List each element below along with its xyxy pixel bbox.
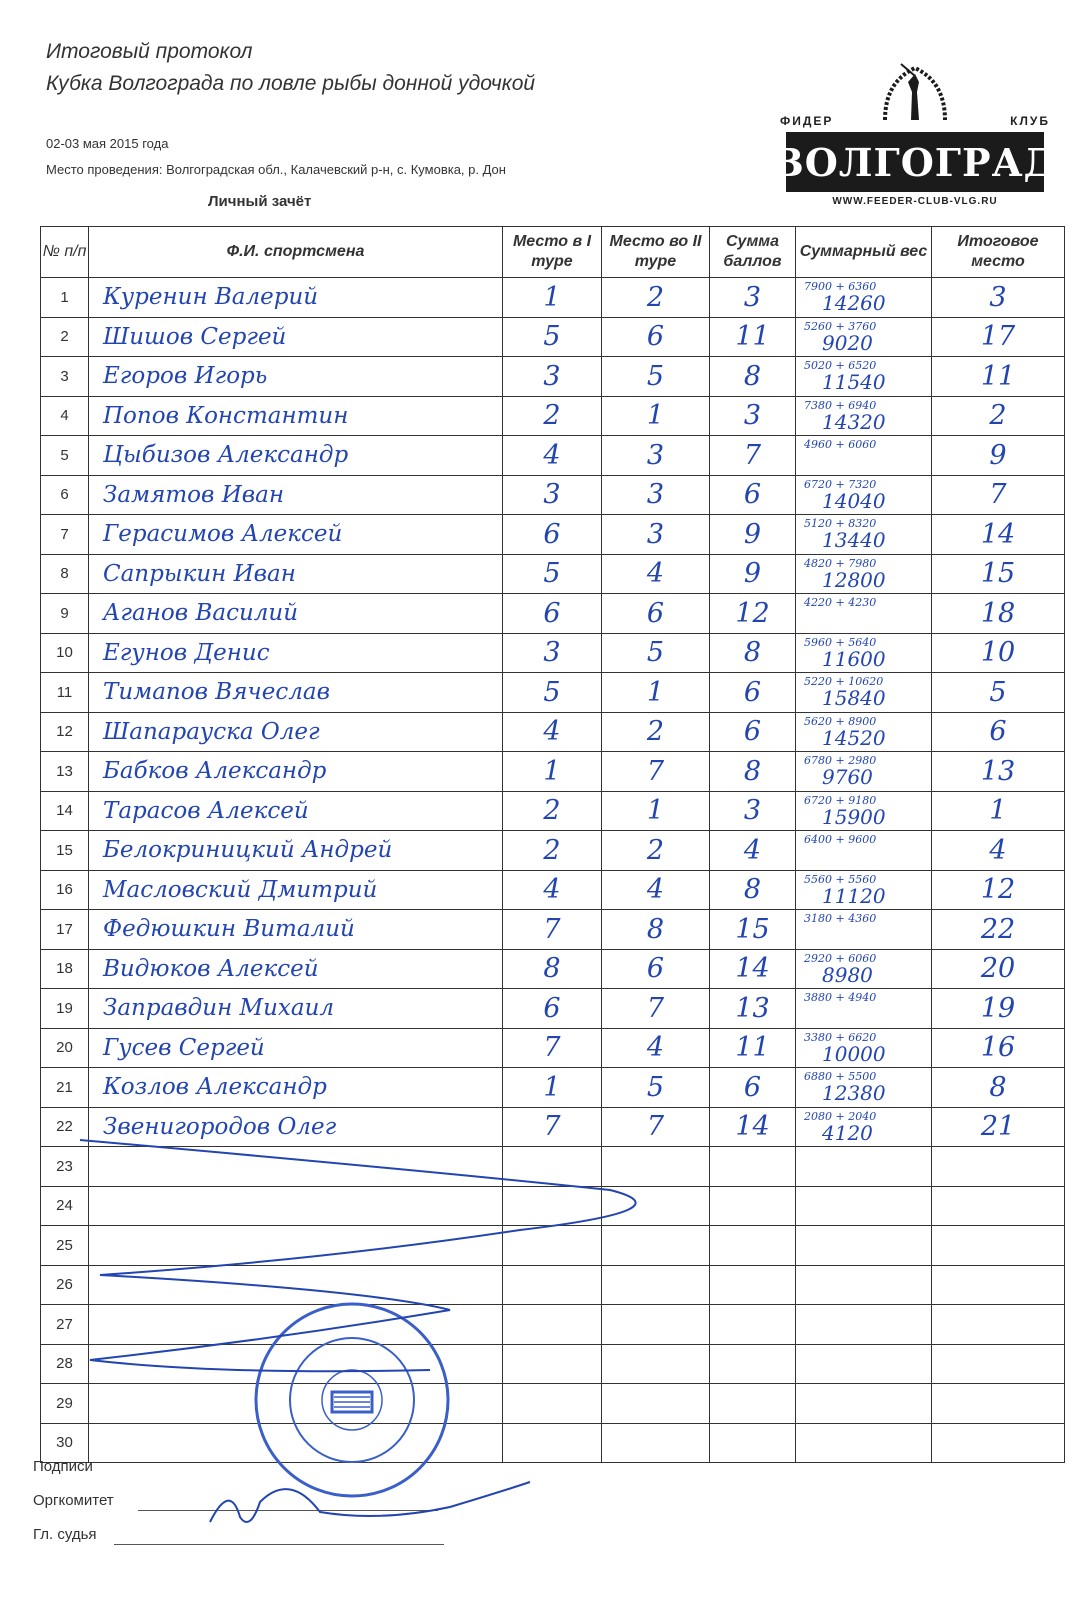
table-row — [41, 870, 1065, 910]
final-place: 11 — [932, 357, 1065, 397]
place-round2: 2 — [602, 831, 710, 871]
athlete-name: Тарасов Алексей — [89, 791, 503, 831]
empty-cell — [932, 1226, 1065, 1266]
final-place: 7 — [932, 475, 1065, 515]
points-sum: 11 — [710, 1028, 796, 1068]
table-row — [41, 1068, 1065, 1108]
chief-judge-signature — [200, 1462, 600, 1542]
place-round1: 5 — [503, 554, 602, 594]
empty-cell — [796, 1265, 932, 1305]
empty-cell — [503, 1423, 602, 1463]
table-row — [41, 910, 1065, 950]
weight-breakdown: 3180 + 4360 — [804, 912, 877, 925]
place-round1: 4 — [503, 870, 602, 910]
place-round2: 5 — [602, 633, 710, 673]
row-number: 7 — [41, 515, 89, 555]
event-venue: Место проведения: Волгоградская обл., Калачевский р-н, с. Кумовка, р. Дон — [46, 162, 506, 177]
empty-cell — [932, 1384, 1065, 1424]
empty-cell — [796, 1226, 932, 1266]
final-place: 21 — [932, 1107, 1065, 1147]
table-row — [41, 791, 1065, 831]
table-row — [41, 752, 1065, 792]
points-sum: 14 — [710, 1107, 796, 1147]
empty-cell — [503, 1384, 602, 1424]
empty-cell — [710, 1226, 796, 1266]
row-number: 24 — [41, 1186, 89, 1226]
table-row-empty — [41, 1423, 1065, 1463]
points-sum: 8 — [710, 633, 796, 673]
weight-total: 15840 — [822, 686, 886, 710]
total-weight — [796, 989, 932, 1029]
final-place: 6 — [932, 712, 1065, 752]
place-round2: 4 — [602, 554, 710, 594]
points-sum: 6 — [710, 1068, 796, 1108]
athlete-name: Егунов Денис — [89, 633, 503, 673]
empty-cell — [932, 1344, 1065, 1384]
empty-cell — [602, 1423, 710, 1463]
points-sum: 6 — [710, 673, 796, 713]
weight-total: 14320 — [822, 409, 886, 434]
weight-total: 11600 — [822, 646, 886, 671]
athlete-name: Куренин Валерий — [89, 278, 503, 318]
place-round1: 3 — [503, 475, 602, 515]
title-line2: Кубка Волгограда по ловле рыбы донной удочкой — [46, 72, 536, 95]
header-name: Ф.И. спортсмена — [89, 227, 503, 278]
total-weight — [796, 910, 932, 950]
place-round2: 3 — [602, 515, 710, 555]
row-number: 27 — [41, 1305, 89, 1345]
row-number: 14 — [41, 791, 89, 831]
place-round1: 6 — [503, 989, 602, 1029]
row-number: 25 — [41, 1226, 89, 1266]
athlete-name: Заправдин Михаил — [89, 989, 503, 1029]
empty-cell — [710, 1265, 796, 1305]
final-place: 8 — [932, 1068, 1065, 1108]
final-place: 17 — [932, 317, 1065, 357]
points-sum: 6 — [710, 712, 796, 752]
place-round2: 8 — [602, 910, 710, 950]
athlete-name: Гусев Сергей — [89, 1028, 503, 1068]
total-weight — [796, 673, 932, 713]
empty-cell — [932, 1305, 1065, 1345]
place-round2: 7 — [602, 752, 710, 792]
athlete-name: Герасимов Алексей — [89, 515, 503, 555]
weight-total: 14520 — [822, 725, 886, 750]
row-number: 22 — [41, 1107, 89, 1147]
points-sum: 8 — [710, 752, 796, 792]
athlete-name: Замятов Иван — [89, 475, 503, 515]
weight-total: 11120 — [822, 883, 886, 908]
empty-cell — [932, 1423, 1065, 1463]
table-header-row — [41, 227, 1065, 278]
table-row — [41, 317, 1065, 357]
row-number: 21 — [41, 1068, 89, 1108]
row-number: 11 — [41, 673, 89, 713]
empty-cell — [710, 1344, 796, 1384]
weight-breakdown: 4220 + 4230 — [804, 596, 877, 609]
weight-total: 12800 — [822, 567, 886, 592]
empty-cell — [796, 1384, 932, 1424]
place-round2: 5 — [602, 1068, 710, 1108]
weight-breakdown: 3880 + 4940 — [804, 991, 877, 1004]
logo-right-word: КЛУБ — [1010, 114, 1050, 128]
header-weight: Суммарный вес — [796, 227, 932, 278]
row-number: 1 — [41, 278, 89, 318]
place-round1: 4 — [503, 712, 602, 752]
scribble-mark — [70, 1120, 670, 1380]
empty-cell — [710, 1305, 796, 1345]
athlete-name: Видюков Алексей — [89, 949, 503, 989]
total-weight — [796, 317, 932, 357]
table-row — [41, 396, 1065, 436]
athlete-name: Звенигородов Олег — [89, 1107, 503, 1147]
place-round2: 4 — [602, 870, 710, 910]
table-row — [41, 278, 1065, 318]
logo-url: WWW.FEEDER-CLUB-VLG.RU — [832, 196, 998, 207]
final-place: 20 — [932, 949, 1065, 989]
weight-total: 4120 — [822, 1120, 873, 1145]
weight-breakdown: 7380 + 6940 — [804, 398, 877, 412]
empty-cell — [796, 1305, 932, 1345]
row-number: 15 — [41, 831, 89, 871]
place-round2: 3 — [602, 475, 710, 515]
weight-total: 9020 — [822, 330, 873, 355]
row-number: 26 — [41, 1265, 89, 1305]
weight-breakdown: 5260 + 3760 — [804, 319, 877, 333]
points-sum: 3 — [710, 396, 796, 436]
row-number: 28 — [41, 1344, 89, 1384]
table-row-empty — [41, 1384, 1065, 1424]
athlete-name: Федюшкин Виталий — [89, 910, 503, 950]
points-sum: 3 — [710, 278, 796, 318]
header-final: Итоговое место — [932, 227, 1065, 278]
weight-breakdown: 6780 + 2980 — [804, 754, 877, 767]
title-line1: Итоговый протокол — [46, 40, 253, 63]
weight-breakdown: 5220 + 10620 — [804, 675, 884, 688]
final-place: 12 — [932, 870, 1065, 910]
row-number: 17 — [41, 910, 89, 950]
empty-cell — [710, 1384, 796, 1424]
logo-left-word: ФИДЕР — [780, 114, 834, 128]
place-round2: 2 — [602, 712, 710, 752]
empty-cell — [796, 1147, 932, 1187]
table-row — [41, 673, 1065, 713]
total-weight — [796, 396, 932, 436]
points-sum: 14 — [710, 949, 796, 989]
row-number: 5 — [41, 436, 89, 476]
final-place: 9 — [932, 436, 1065, 476]
table-row — [41, 475, 1065, 515]
table-row — [41, 633, 1065, 673]
total-weight — [796, 357, 932, 397]
logo-main: ВОЛГОГРАД — [786, 132, 1044, 192]
empty-cell — [932, 1147, 1065, 1187]
points-sum: 4 — [710, 831, 796, 871]
weight-breakdown: 5960 + 5640 — [804, 635, 877, 649]
athlete-name: Шишов Сергей — [89, 317, 503, 357]
total-weight — [796, 554, 932, 594]
final-place: 4 — [932, 831, 1065, 871]
place-round2: 3 — [602, 436, 710, 476]
weight-breakdown: 6720 + 7320 — [804, 477, 877, 491]
athlete-name: Белокриницкий Андрей — [89, 831, 503, 871]
place-round1: 6 — [503, 594, 602, 634]
row-number: 12 — [41, 712, 89, 752]
place-round1: 7 — [503, 1107, 602, 1147]
empty-cell — [932, 1186, 1065, 1226]
points-sum: 3 — [710, 791, 796, 831]
place-round2: 6 — [602, 594, 710, 634]
place-round1: 5 — [503, 317, 602, 357]
final-place: 15 — [932, 554, 1065, 594]
points-sum: 15 — [710, 910, 796, 950]
empty-cell — [710, 1423, 796, 1463]
total-weight — [796, 1107, 932, 1147]
place-round2: 4 — [602, 1028, 710, 1068]
total-weight — [796, 278, 932, 318]
club-logo — [771, 62, 1059, 212]
row-number: 2 — [41, 317, 89, 357]
event-date: 02-03 мая 2015 года — [46, 136, 169, 151]
weight-breakdown: 7900 + 6360 — [804, 280, 877, 293]
row-number: 13 — [41, 752, 89, 792]
points-sum: 8 — [710, 870, 796, 910]
place-round1: 5 — [503, 673, 602, 713]
weight-total: 13440 — [822, 528, 886, 552]
weight-breakdown: 6720 + 9180 — [804, 793, 877, 807]
athlete-name: Тимапов Вячеслав — [89, 673, 503, 713]
total-weight — [796, 831, 932, 871]
total-weight — [796, 475, 932, 515]
row-number: 6 — [41, 475, 89, 515]
table-row — [41, 436, 1065, 476]
final-place: 22 — [932, 910, 1065, 950]
points-sum: 7 — [710, 436, 796, 476]
final-place: 19 — [932, 989, 1065, 1029]
place-round1: 4 — [503, 436, 602, 476]
monument-icon — [875, 62, 955, 122]
weight-breakdown: 5620 + 8900 — [804, 714, 877, 728]
place-round1: 1 — [503, 1068, 602, 1108]
points-sum: 8 — [710, 357, 796, 397]
final-place: 14 — [932, 515, 1065, 555]
points-sum: 6 — [710, 475, 796, 515]
place-round1: 1 — [503, 752, 602, 792]
row-number: 19 — [41, 989, 89, 1029]
weight-total: 11540 — [822, 370, 886, 394]
weight-breakdown: 5120 + 8320 — [804, 517, 877, 530]
weight-breakdown: 5560 + 5560 — [804, 872, 877, 886]
row-number: 10 — [41, 633, 89, 673]
signatures-title: Подписи — [33, 1458, 93, 1475]
row-number: 4 — [41, 396, 89, 436]
points-sum: 12 — [710, 594, 796, 634]
total-weight — [796, 1028, 932, 1068]
table-row — [41, 515, 1065, 555]
empty-cell — [602, 1384, 710, 1424]
empty-cell — [710, 1147, 796, 1187]
place-round1: 2 — [503, 396, 602, 436]
table-row — [41, 712, 1065, 752]
athlete-name: Шапарауска Олег — [89, 712, 503, 752]
final-place: 10 — [932, 633, 1065, 673]
header-sum: Сумма баллов — [710, 227, 796, 278]
place-round1: 3 — [503, 357, 602, 397]
total-weight — [796, 712, 932, 752]
place-round1: 8 — [503, 949, 602, 989]
total-weight — [796, 1068, 932, 1108]
place-round1: 3 — [503, 633, 602, 673]
weight-breakdown: 4820 + 7980 — [804, 556, 877, 570]
place-round2: 6 — [602, 949, 710, 989]
total-weight — [796, 752, 932, 792]
weight-total: 14260 — [822, 291, 886, 315]
total-weight — [796, 594, 932, 634]
place-round2: 1 — [602, 673, 710, 713]
table-row — [41, 1028, 1065, 1068]
header-num: № п/п — [41, 227, 89, 278]
final-place: 1 — [932, 791, 1065, 831]
weight-breakdown: 5020 + 6520 — [804, 359, 877, 372]
place-round2: 7 — [602, 1107, 710, 1147]
points-sum: 9 — [710, 554, 796, 594]
table-row — [41, 554, 1065, 594]
row-number: 9 — [41, 594, 89, 634]
row-number: 20 — [41, 1028, 89, 1068]
weight-breakdown: 3380 + 6620 — [804, 1030, 877, 1044]
row-number: 8 — [41, 554, 89, 594]
athlete-name: Цыбизов Александр — [89, 436, 503, 476]
chief-judge-label: Гл. судья — [33, 1526, 97, 1543]
final-place: 5 — [932, 673, 1065, 713]
athlete-name: Аганов Василий — [89, 594, 503, 634]
empty-cell — [710, 1186, 796, 1226]
weight-total: 10000 — [822, 1041, 886, 1066]
table-row — [41, 989, 1065, 1029]
table-row — [41, 831, 1065, 871]
total-weight — [796, 633, 932, 673]
place-round1: 7 — [503, 910, 602, 950]
header-place2: Место во II туре — [602, 227, 710, 278]
table-row — [41, 357, 1065, 397]
place-round2: 1 — [602, 791, 710, 831]
place-round2: 2 — [602, 278, 710, 318]
section-title: Личный зачёт — [208, 193, 312, 210]
weight-breakdown: 6400 + 9600 — [804, 833, 877, 846]
points-sum: 9 — [710, 515, 796, 555]
empty-cell — [932, 1265, 1065, 1305]
row-number: 29 — [41, 1384, 89, 1424]
weight-breakdown: 2080 + 2040 — [804, 1109, 877, 1123]
weight-total: 12380 — [822, 1081, 886, 1105]
empty-cell — [796, 1186, 932, 1226]
points-sum: 11 — [710, 317, 796, 357]
athlete-name: Масловский Дмитрий — [89, 870, 503, 910]
weight-total: 14040 — [822, 488, 886, 513]
place-round1: 2 — [503, 831, 602, 871]
final-place: 18 — [932, 594, 1065, 634]
empty-cell — [796, 1344, 932, 1384]
place-round1: 2 — [503, 791, 602, 831]
weight-total: 15900 — [822, 804, 886, 829]
weight-total: 9760 — [822, 765, 873, 789]
place-round1: 1 — [503, 278, 602, 318]
final-place: 16 — [932, 1028, 1065, 1068]
points-sum: 13 — [710, 989, 796, 1029]
weight-breakdown: 4960 + 6060 — [804, 438, 877, 451]
total-weight — [796, 870, 932, 910]
place-round2: 7 — [602, 989, 710, 1029]
place-round2: 6 — [602, 317, 710, 357]
final-place: 3 — [932, 278, 1065, 318]
place-round2: 5 — [602, 357, 710, 397]
row-number: 23 — [41, 1147, 89, 1187]
total-weight — [796, 949, 932, 989]
judge-signature-line — [114, 1544, 444, 1545]
row-number: 30 — [41, 1423, 89, 1463]
empty-cell — [796, 1423, 932, 1463]
place-round1: 6 — [503, 515, 602, 555]
athlete-name: Бабков Александр — [89, 752, 503, 792]
table-row — [41, 594, 1065, 634]
athlete-name: Попов Константин — [89, 396, 503, 436]
final-place: 2 — [932, 396, 1065, 436]
athlete-name: Сапрыкин Иван — [89, 554, 503, 594]
header-place1: Место в I туре — [503, 227, 602, 278]
weight-total: 8980 — [822, 962, 873, 987]
athlete-name: Козлов Александр — [89, 1068, 503, 1108]
place-round2: 1 — [602, 396, 710, 436]
row-number: 18 — [41, 949, 89, 989]
final-place: 13 — [932, 752, 1065, 792]
row-number: 3 — [41, 357, 89, 397]
table-row — [41, 949, 1065, 989]
total-weight — [796, 791, 932, 831]
org-committee-label: Оргкомитет — [33, 1492, 114, 1509]
weight-breakdown: 6880 + 5500 — [804, 1070, 877, 1083]
total-weight — [796, 515, 932, 555]
total-weight — [796, 436, 932, 476]
row-number: 16 — [41, 870, 89, 910]
weight-breakdown: 2920 + 6060 — [804, 951, 877, 965]
place-round1: 7 — [503, 1028, 602, 1068]
athlete-name: Егоров Игорь — [89, 357, 503, 397]
